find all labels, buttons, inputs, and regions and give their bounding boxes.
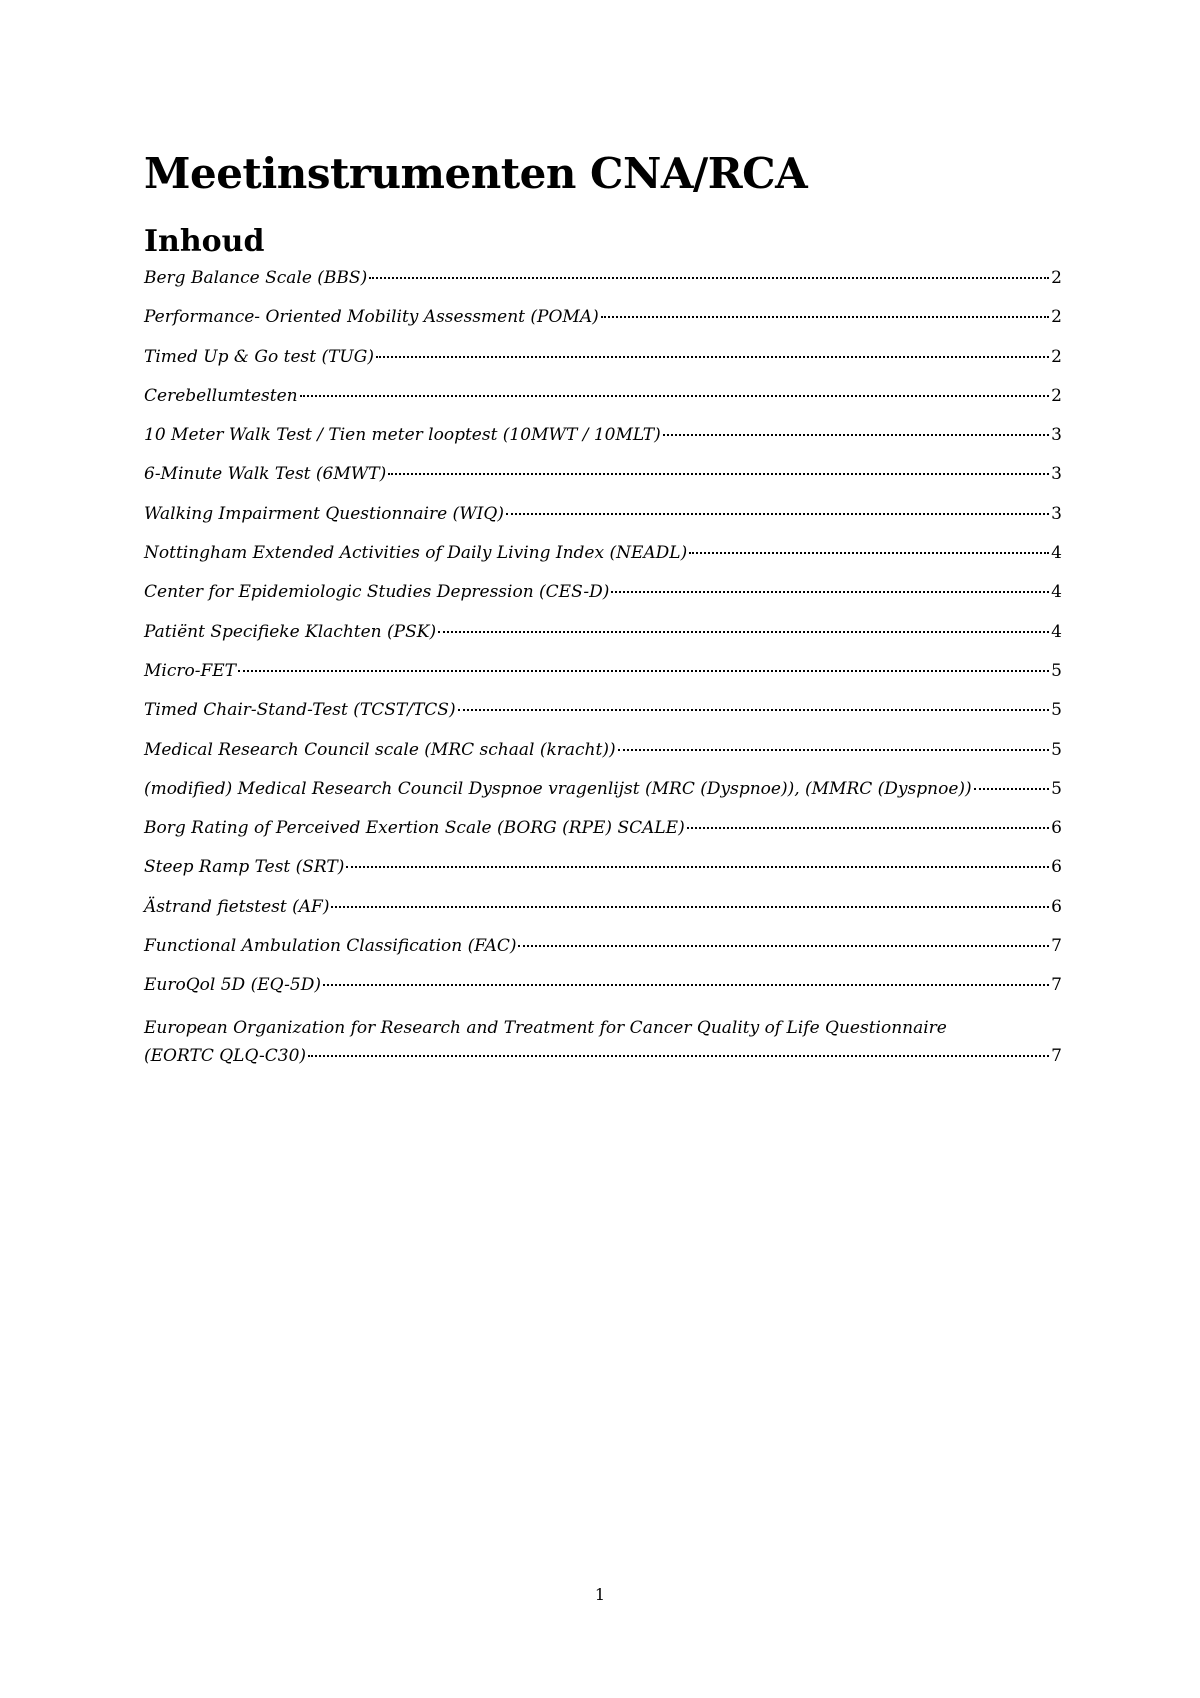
toc-page-number: 4 xyxy=(1051,543,1062,564)
toc-leader-dots xyxy=(618,749,1050,751)
toc-page-number: 6 xyxy=(1051,857,1062,878)
toc-page-number: 2 xyxy=(1051,385,1062,406)
toc-leader-dots xyxy=(458,709,1050,711)
toc-leader-dots xyxy=(388,473,1049,475)
toc-leader-dots xyxy=(601,316,1049,318)
toc-page-number: 4 xyxy=(1051,621,1062,642)
toc-entry-mrc-dyspnoe[interactable] xyxy=(144,777,1062,816)
toc-page-number: 7 xyxy=(1051,1045,1062,1066)
toc-leader-dots xyxy=(611,591,1049,593)
toc-entry-borg-rpe[interactable] xyxy=(144,816,1062,855)
toc-entry-label: Performance- Oriented Mobility Assessment (POMA) xyxy=(144,307,599,328)
toc-leader-dots xyxy=(300,395,1050,397)
toc-leader-dots xyxy=(663,434,1049,436)
toc-page-number: 7 xyxy=(1051,975,1062,996)
toc-page-number: 4 xyxy=(1051,582,1062,603)
toc-entry-psk[interactable] xyxy=(144,620,1062,659)
toc-entry-tug[interactable] xyxy=(144,345,1062,384)
toc-leader-dots xyxy=(687,827,1049,829)
toc-entry-label: Steep Ramp Test (SRT) xyxy=(144,857,345,878)
toc-entry-label: EuroQol 5D (EQ-5D) xyxy=(144,975,322,996)
toc-entry-label: Micro-FET xyxy=(144,660,237,681)
toc-entry-label: Berg Balance Scale (BBS) xyxy=(144,268,368,288)
document-title: Meetinstrumenten CNA/RCA xyxy=(144,149,808,198)
toc-entry-eq-5d[interactable] xyxy=(144,973,1062,1012)
toc-entry-ces-d[interactable] xyxy=(144,580,1062,619)
toc-entry-eortc[interactable] xyxy=(144,1013,1062,1068)
toc-entry-bbs[interactable] xyxy=(144,266,1062,305)
toc-entry-label: Timed Up & Go test (TUG) xyxy=(144,346,374,367)
toc-entry-label: Timed Chair-Stand-Test (TCST/TCS) xyxy=(144,700,456,721)
toc-entry-label-line1: European Organization for Research and Treatment for Cancer Quality of Life Questionnaire xyxy=(144,1017,947,1038)
toc-leader-dots xyxy=(689,552,1049,554)
page-number: 1 xyxy=(594,1585,606,1604)
toc-entry-mrc-kracht[interactable] xyxy=(144,738,1062,777)
toc-leader-dots xyxy=(506,513,1049,515)
toc-leader-dots xyxy=(346,866,1049,868)
toc-page-number: 3 xyxy=(1051,503,1062,524)
toc-entry-label: 10 Meter Walk Test / Tien meter looptest (10MWT / 10MLT) xyxy=(144,425,661,446)
toc-entry-label: (modified) Medical Research Council Dyspnoe vragenlijst (MRC (Dyspnoe)), (MMRC (Dyspnoe)) xyxy=(144,778,972,799)
toc-leader-dots xyxy=(331,906,1049,908)
toc-entry-wiq[interactable] xyxy=(144,502,1062,541)
toc-entry-label: Ästrand fietstest (AF) xyxy=(144,896,330,917)
toc-entry-label: Functional Ambulation Classification (FAC) xyxy=(144,936,517,957)
toc-leader-dots xyxy=(308,1055,1049,1057)
toc-entry-neadl[interactable] xyxy=(144,541,1062,580)
toc-entry-label: Medical Research Council scale (MRC schaal (kracht)) xyxy=(144,739,616,760)
toc-entry-tcst[interactable] xyxy=(144,698,1062,737)
toc-page-number: 3 xyxy=(1051,425,1062,446)
toc-entry-label: Walking Impairment Questionnaire (WIQ) xyxy=(144,503,504,524)
toc-entry-label: 6-Minute Walk Test (6MWT) xyxy=(144,464,387,485)
toc-leader-dots xyxy=(518,945,1049,947)
table-of-contents xyxy=(144,266,1062,1068)
toc-entry-label: Nottingham Extended Activities of Daily Living Index (NEADL) xyxy=(144,543,688,564)
toc-page-number: 5 xyxy=(1051,700,1062,721)
toc-page-number: 6 xyxy=(1051,896,1062,917)
toc-leader-dots xyxy=(369,277,1049,279)
toc-page-number: 5 xyxy=(1051,739,1062,760)
toc-entry-micro-fet[interactable] xyxy=(144,659,1062,698)
toc-page-number: 2 xyxy=(1051,346,1062,367)
toc-leader-dots xyxy=(438,631,1049,633)
toc-entry-label: Center for Epidemiologic Studies Depression (CES-D) xyxy=(144,582,610,603)
toc-page-number: 7 xyxy=(1051,936,1062,957)
toc-entry-fac[interactable] xyxy=(144,934,1062,973)
toc-entry-label: Patiënt Specifieke Klachten (PSK) xyxy=(144,621,437,642)
toc-entry-astrand[interactable] xyxy=(144,895,1062,934)
toc-entry-10mwt[interactable] xyxy=(144,423,1062,462)
toc-page-number: 3 xyxy=(1051,464,1062,485)
toc-leader-dots xyxy=(376,356,1049,358)
toc-entry-srt[interactable] xyxy=(144,855,1062,894)
toc-entry-label: Cerebellumtesten xyxy=(144,385,298,406)
toc-entry-label: Borg Rating of Perceived Exertion Scale (BORG (RPE) SCALE) xyxy=(144,818,685,839)
toc-page-number: 5 xyxy=(1051,778,1062,799)
toc-page-number: 2 xyxy=(1051,268,1062,288)
toc-leader-dots xyxy=(323,984,1049,986)
toc-page-number: 5 xyxy=(1051,660,1062,681)
toc-entry-6mwt[interactable] xyxy=(144,462,1062,501)
toc-page-number: 6 xyxy=(1051,818,1062,839)
toc-page-number: 2 xyxy=(1051,307,1062,328)
toc-entry-label-line2: (EORTC QLQ-C30) xyxy=(144,1045,307,1066)
toc-leader-dots xyxy=(974,788,1050,790)
toc-heading: Inhoud xyxy=(144,224,265,259)
toc-entry-poma[interactable] xyxy=(144,305,1062,344)
toc-entry-cerebellumtesten[interactable] xyxy=(144,384,1062,423)
toc-leader-dots xyxy=(238,670,1049,672)
